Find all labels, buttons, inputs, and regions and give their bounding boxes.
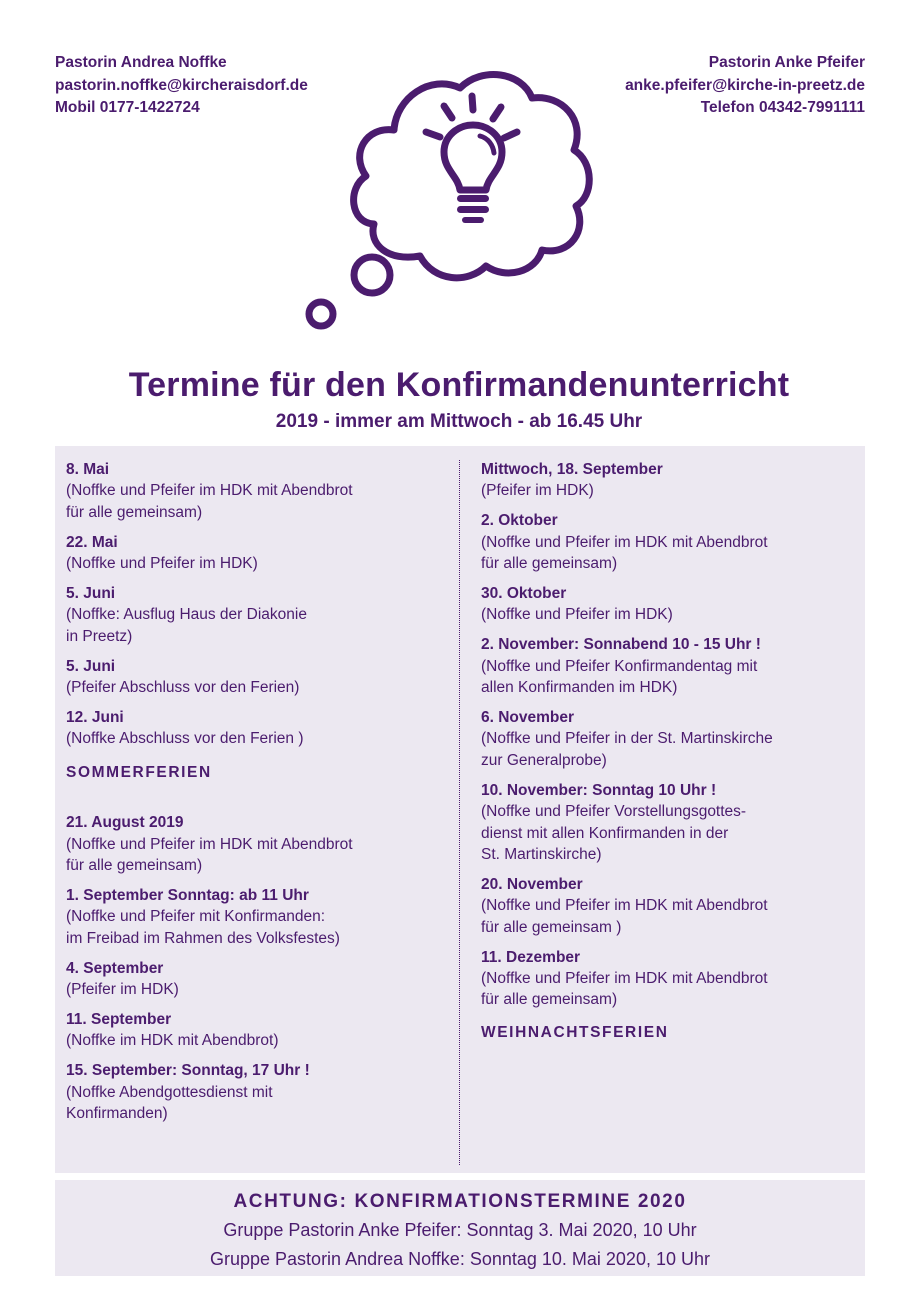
schedule-entry <box>481 874 861 938</box>
entry-note: (Noffke und Pfeifer mit Konfirmanden: im Freibad im Rahmen des Volksfestes) <box>66 908 340 947</box>
confirmation-dates-box <box>55 1180 865 1276</box>
lightbulb-thought-cloud-icon <box>292 58 602 338</box>
entry-note: (Noffke Abendgottesdienst mit Konfirmanden) <box>66 1083 273 1123</box>
schedule-entry <box>66 459 446 523</box>
schedule-entry <box>66 656 446 699</box>
schedule-entry <box>66 707 446 750</box>
contact-left <box>55 52 308 120</box>
schedule-entry <box>481 459 861 502</box>
schedule-entry <box>66 885 446 949</box>
schedule-entry <box>481 707 861 771</box>
entry-note: (Noffke und Pfeifer im HDK mit Abendbrot für alle gemeinsam) <box>481 970 768 1009</box>
confirmation-heading: ACHTUNG: KONFIRMATIONSTERMINE 2020 <box>233 1191 687 1212</box>
schedule-entry <box>481 947 861 1011</box>
confirmation-line-noffke: Gruppe Pastorin Andrea Noffke: Sonntag 10. Mai 2020, 10 Uhr <box>210 1249 710 1269</box>
schedule-right-column <box>481 459 861 1072</box>
page-title: Termine für den Konfirmandenunterricht <box>128 366 790 404</box>
entry-date: 15. September: Sonntag, 17 Uhr ! <box>66 1062 310 1080</box>
holiday-heading-christmas: WEIHNACHTSFERIEN <box>481 1023 669 1041</box>
entry-note: (Noffke: Ausflug Haus der Diakonie in Preetz) <box>66 606 307 645</box>
entry-date: 5. Juni <box>66 585 116 603</box>
column-divider <box>459 460 460 1165</box>
holiday-heading-summer: SOMMERFERIEN <box>66 763 212 781</box>
entry-date: Mittwoch, 18. September <box>481 461 663 478</box>
entry-date: 21. August 2019 <box>66 814 184 832</box>
entry-note: (Pfeifer im HDK) <box>481 482 594 500</box>
entry-note: (Noffke und Pfeifer in der St. Martinskirche zur Generalprobe) <box>481 730 773 769</box>
schedule-entry <box>66 812 446 876</box>
entry-date: 5. Juni <box>66 657 116 675</box>
schedule-entry <box>66 583 446 647</box>
entry-note: (Noffke und Pfeifer im HDK) <box>66 555 258 573</box>
schedule-entry <box>481 583 861 626</box>
schedule-entry <box>481 510 861 574</box>
contact-right-name: Pastorin Anke Pfeifer <box>708 54 865 71</box>
entry-note: (Noffke und Pfeifer im HDK mit Abendbrot für alle gemeinsam) <box>66 835 353 875</box>
schedule-left-column <box>66 459 446 1133</box>
schedule-entry <box>481 634 861 698</box>
schedule-entry <box>66 532 446 575</box>
confirmation-line-pfeifer: Gruppe Pastorin Anke Pfeifer: Sonntag 3. Mai 2020, 10 Uhr <box>223 1220 697 1240</box>
entry-note: (Noffke und Pfeifer im HDK mit Abendbrot für alle gemeinsam) <box>66 482 353 521</box>
entry-note: (Noffke und Pfeifer im HDK mit Abendbrot für alle gemeinsam) <box>481 533 768 573</box>
entry-note: (Noffke Abschluss vor den Ferien ) <box>66 730 304 748</box>
contact-left-phone: Mobil 0177-1422724 <box>55 99 200 116</box>
entry-date: 2. Oktober <box>481 512 558 530</box>
contact-right-email[interactable]: anke.pfeifer@kirche-in-preetz.de <box>625 76 865 94</box>
page-subtitle: 2019 - immer am Mittwoch - ab 16.45 Uhr <box>275 411 643 432</box>
entry-date: 11. September <box>66 1011 172 1029</box>
entry-date: 12. Juni <box>66 709 124 727</box>
contact-left-email[interactable]: pastorin.noffke@kircheraisdorf.de <box>55 76 308 94</box>
schedule-entry <box>481 780 861 866</box>
entry-date: 10. November: Sonntag 10 Uhr ! <box>481 781 717 799</box>
schedule-entry <box>66 1060 446 1124</box>
contact-right <box>625 52 865 120</box>
entry-note: (Noffke und Pfeifer Vorstellungsgottes- dienst mit allen Konfirmanden in der St. Martinskirche) <box>481 803 747 863</box>
entry-note: (Noffke und Pfeifer im HDK) <box>481 606 673 624</box>
entry-note: (Noffke im HDK mit Abendbrot) <box>66 1032 279 1050</box>
schedule-entry <box>66 958 446 1001</box>
entry-note: (Pfeifer im HDK) <box>66 981 179 999</box>
entry-date: 6. November <box>481 709 575 727</box>
entry-date: 11. Dezember <box>481 948 581 966</box>
schedule-entry <box>66 1009 446 1052</box>
entry-note: (Noffke und Pfeifer Konfirmandentag mit allen Konfirmanden im HDK) <box>481 657 758 697</box>
entry-note: (Noffke und Pfeifer im HDK mit Abendbrot für alle gemeinsam ) <box>481 897 768 936</box>
entry-date: 22. Mai <box>66 533 118 551</box>
entry-date: 20. November <box>481 875 583 893</box>
entry-date: 1. September Sonntag: ab 11 Uhr <box>66 887 309 904</box>
entry-date: 30. Oktober <box>481 585 567 603</box>
contact-left-name: Pastorin Andrea Noffke <box>55 54 227 71</box>
entry-date: 2. November: Sonnabend 10 - 15 Uhr ! <box>481 636 761 654</box>
entry-date: 4. September <box>66 959 164 977</box>
entry-note: (Pfeifer Abschluss vor den Ferien) <box>66 679 300 697</box>
entry-date: 8. Mai <box>66 461 110 478</box>
contact-right-phone: Telefon 04342-7991111 <box>700 99 865 116</box>
